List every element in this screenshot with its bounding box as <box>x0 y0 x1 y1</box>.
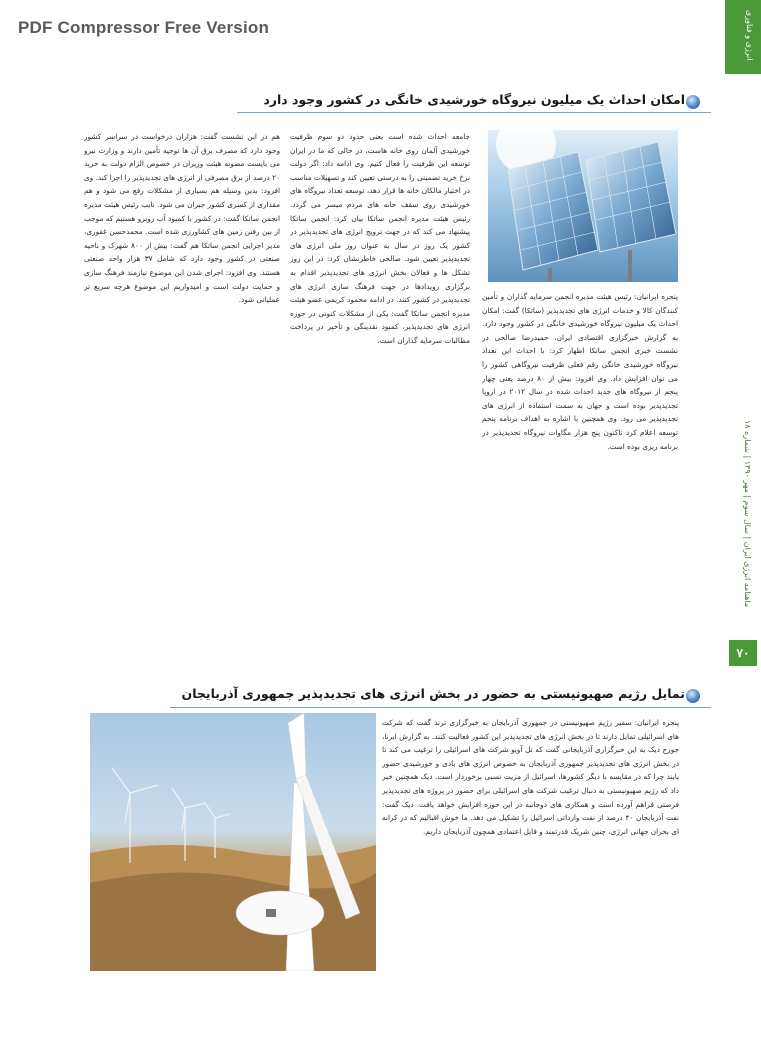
section-tab <box>725 0 761 74</box>
watermark: PDF Compressor Free Version <box>18 18 270 37</box>
wind-turbines-image <box>90 713 376 971</box>
solar-panels-image <box>488 130 678 282</box>
headline-bullet-icon <box>686 95 700 109</box>
side-strip <box>725 0 761 1045</box>
headline-bullet-icon <box>686 689 700 703</box>
article1-column-middle: جامعه احداث شده است یعنی حدود دو سوم ظرفیت خورشیدی آلمان روی خانه هاست، در حالی که ما در ایران توسعه این ظرفیت را فعال کنیم. وی ادامه داد: اگر دولت نرخ خرید تضمینی را به درستی تعیین کند و تسهیلات مناسب در اختیار مالکان خانه ها قرار دهد، توسعه تعداد نیروگاه های خورشیدی روی سقف خانه های مردم میسر می گردد. رئیس هیئت مدیره انجمن ساتکا بیان کرد: انجمن ساتکا پیشنهاد می کند که در جهت ترویج انرژی های تجدیدپذیر در کشور یک روز در سال به عنوان روز ملی انرژی های تجدیدپذیر تعیین شود. صالحی خاطرنشان کرد: در این روز تشکل ها و فعالان بخش انرژی های تجدیدپذیر اقدام به برگزاری رویدادها در جهت فرهنگ سازی انرژی های تجدیدپذیر در کشور کنند. در ادامه محمود کریمی عضو هیئت مدیره انجمن ساتکا گفت: یکی از مشکلات کنونی در حوزه انرژی های تجدیدپذیر، کمبود نقدینگی و تأخیر در پرداخت مطالبات سرمایه گذاران است. <box>290 132 470 345</box>
article1-headline: امکان احداث یک میلیون نیروگاه خورشیدی خانگی در کشور وجود دارد <box>263 92 685 107</box>
article1-column-left: هم در این نشست گفت: هزاران درخواست در سراسر کشور وجود دارد که مصرف برق آن ها توجیه تأمین دارند و وزارت نیرو می بایست مصوبه هیئت وزیران در خصوص الزام دولت به خرید ۲۰ درصد از برق مصرفی از انرژی های تجدیدپذیر را اجرا کند. وی افزود: بدین وسیله هم بسیاری از مشکلات رفع می شود و هم مقداری از کسری کشور جبران می شود. نایب رئیس هیئت مدیره انجمن ساتکا گفت: در کشور با کمبود آب روبرو هستیم که موجب از بین رفتن زمین های کشاورزی شده است. محمدحسن غفوری، مدیر اجرایی انجمن ساتکا هم گفت: بیش از ۸۰۰ شهرک و ناحیه صنعتی در کشور وجود دارد که شامل ۳۷ هزار واحد صنعتی هستند. وی افزود: اجرای شدن این موضوع نیازمند فرهنگ سازی و حمایت دولت است و امیدواریم این موضوع هرچه سریع تر عملیاتی شود. <box>84 132 280 305</box>
article2-headline: تمایل رژیم صهیونیستی به حضور در بخش انرژی های تجدیدپذیر جمهوری آذربایجان <box>181 686 685 701</box>
article1-column-right: پنجره ایرانیان: رئیس هیئت مدیره انجمن سرمایه گذاران و تأمین کنندگان کالا و خدمات انرژی های تجدیدپذیر (ساتکا) گفت: امکان احداث یک میلیون نیروگاه خورشیدی خانگی در کشور وجود دارد. به گزارش خبرگزاری اقتصادی ایران، حمیدرضا صالحی در نشست خبری انجمن ساتکا اظهار کرد: با احداث این تعداد نیروگاه خورشیدی خانگی رقم فعلی ظرفیت نیروگاهی کشور را می توان افزایش داد. وی افزود: بیش از ۸۰ درصد یعنی چهار پنجم از نیروگاه های جدید احداث شده در سال ۲۰۱۲ در اروپا تجدیدپذیر بوده است و جهان به سمت استفاده از انرژی های تجدیدپذیر می رود. وی همچنین با اشاره به اهداف برنامه پنجم توسعه اعلام کرد تاکنون پنج هزار مگاوات نیروگاه تجدیدپذیر در برنامه ریزی بوده است. <box>482 292 678 451</box>
headline-rule <box>170 707 711 708</box>
page-number: ۷۰ <box>729 640 757 666</box>
magazine-info: ماهنامه انرژی ایران | سال سوم | مهر ۱۳۹۰ | شماره ۱۸ <box>743 420 752 608</box>
article2-body: پنجره ایرانیان: سفیر رژیم صهیونیستی در جمهوری آذربایجان به خبرگزاری ترند گفت که شرکت های اسرائیلی تمایل دارند تا در بخش انرژی های تجدیدپذیر این کشور فعالیت کنند. به گزارش ایرنا، جورج دیک به این خبرگزاری آذربایجانی گفت که تل آویو شرکت های اسرائیلی را ترغیب می کند تا در بخش انرژی های تجدیدپذیر جمهوری آذربایجان به خصوص انرژی های بادی و خورشیدی حضور یابند چرا که در مقایسه با دیگر کشورها، اسرائیل از مزیت نسبی برخوردار است. دیک همچنین خبر داد که رژیم صهیونیستی به دنبال ترغیب شرکت های اسرائیلی برای حضور در پروژه های تجدیدپذیر فرصتی فراهم آورده است و همکاری های دوجانبه در این حوزه افزایش خواهد یافت. دیک گفت: نفت آذربایجان ۴۰ درصد از نفت وارداتی اسرائیل را تشکیل می دهد. ما خوش اقبالیم که در کرانه ای بحران جهانی انرژی، چنین شریک قدرتمند و قابل اعتمادی همچون آذربایجان داریم. <box>382 718 679 836</box>
headline-rule <box>237 112 711 113</box>
section-tab-label: انرژی و فناوری <box>745 10 754 61</box>
